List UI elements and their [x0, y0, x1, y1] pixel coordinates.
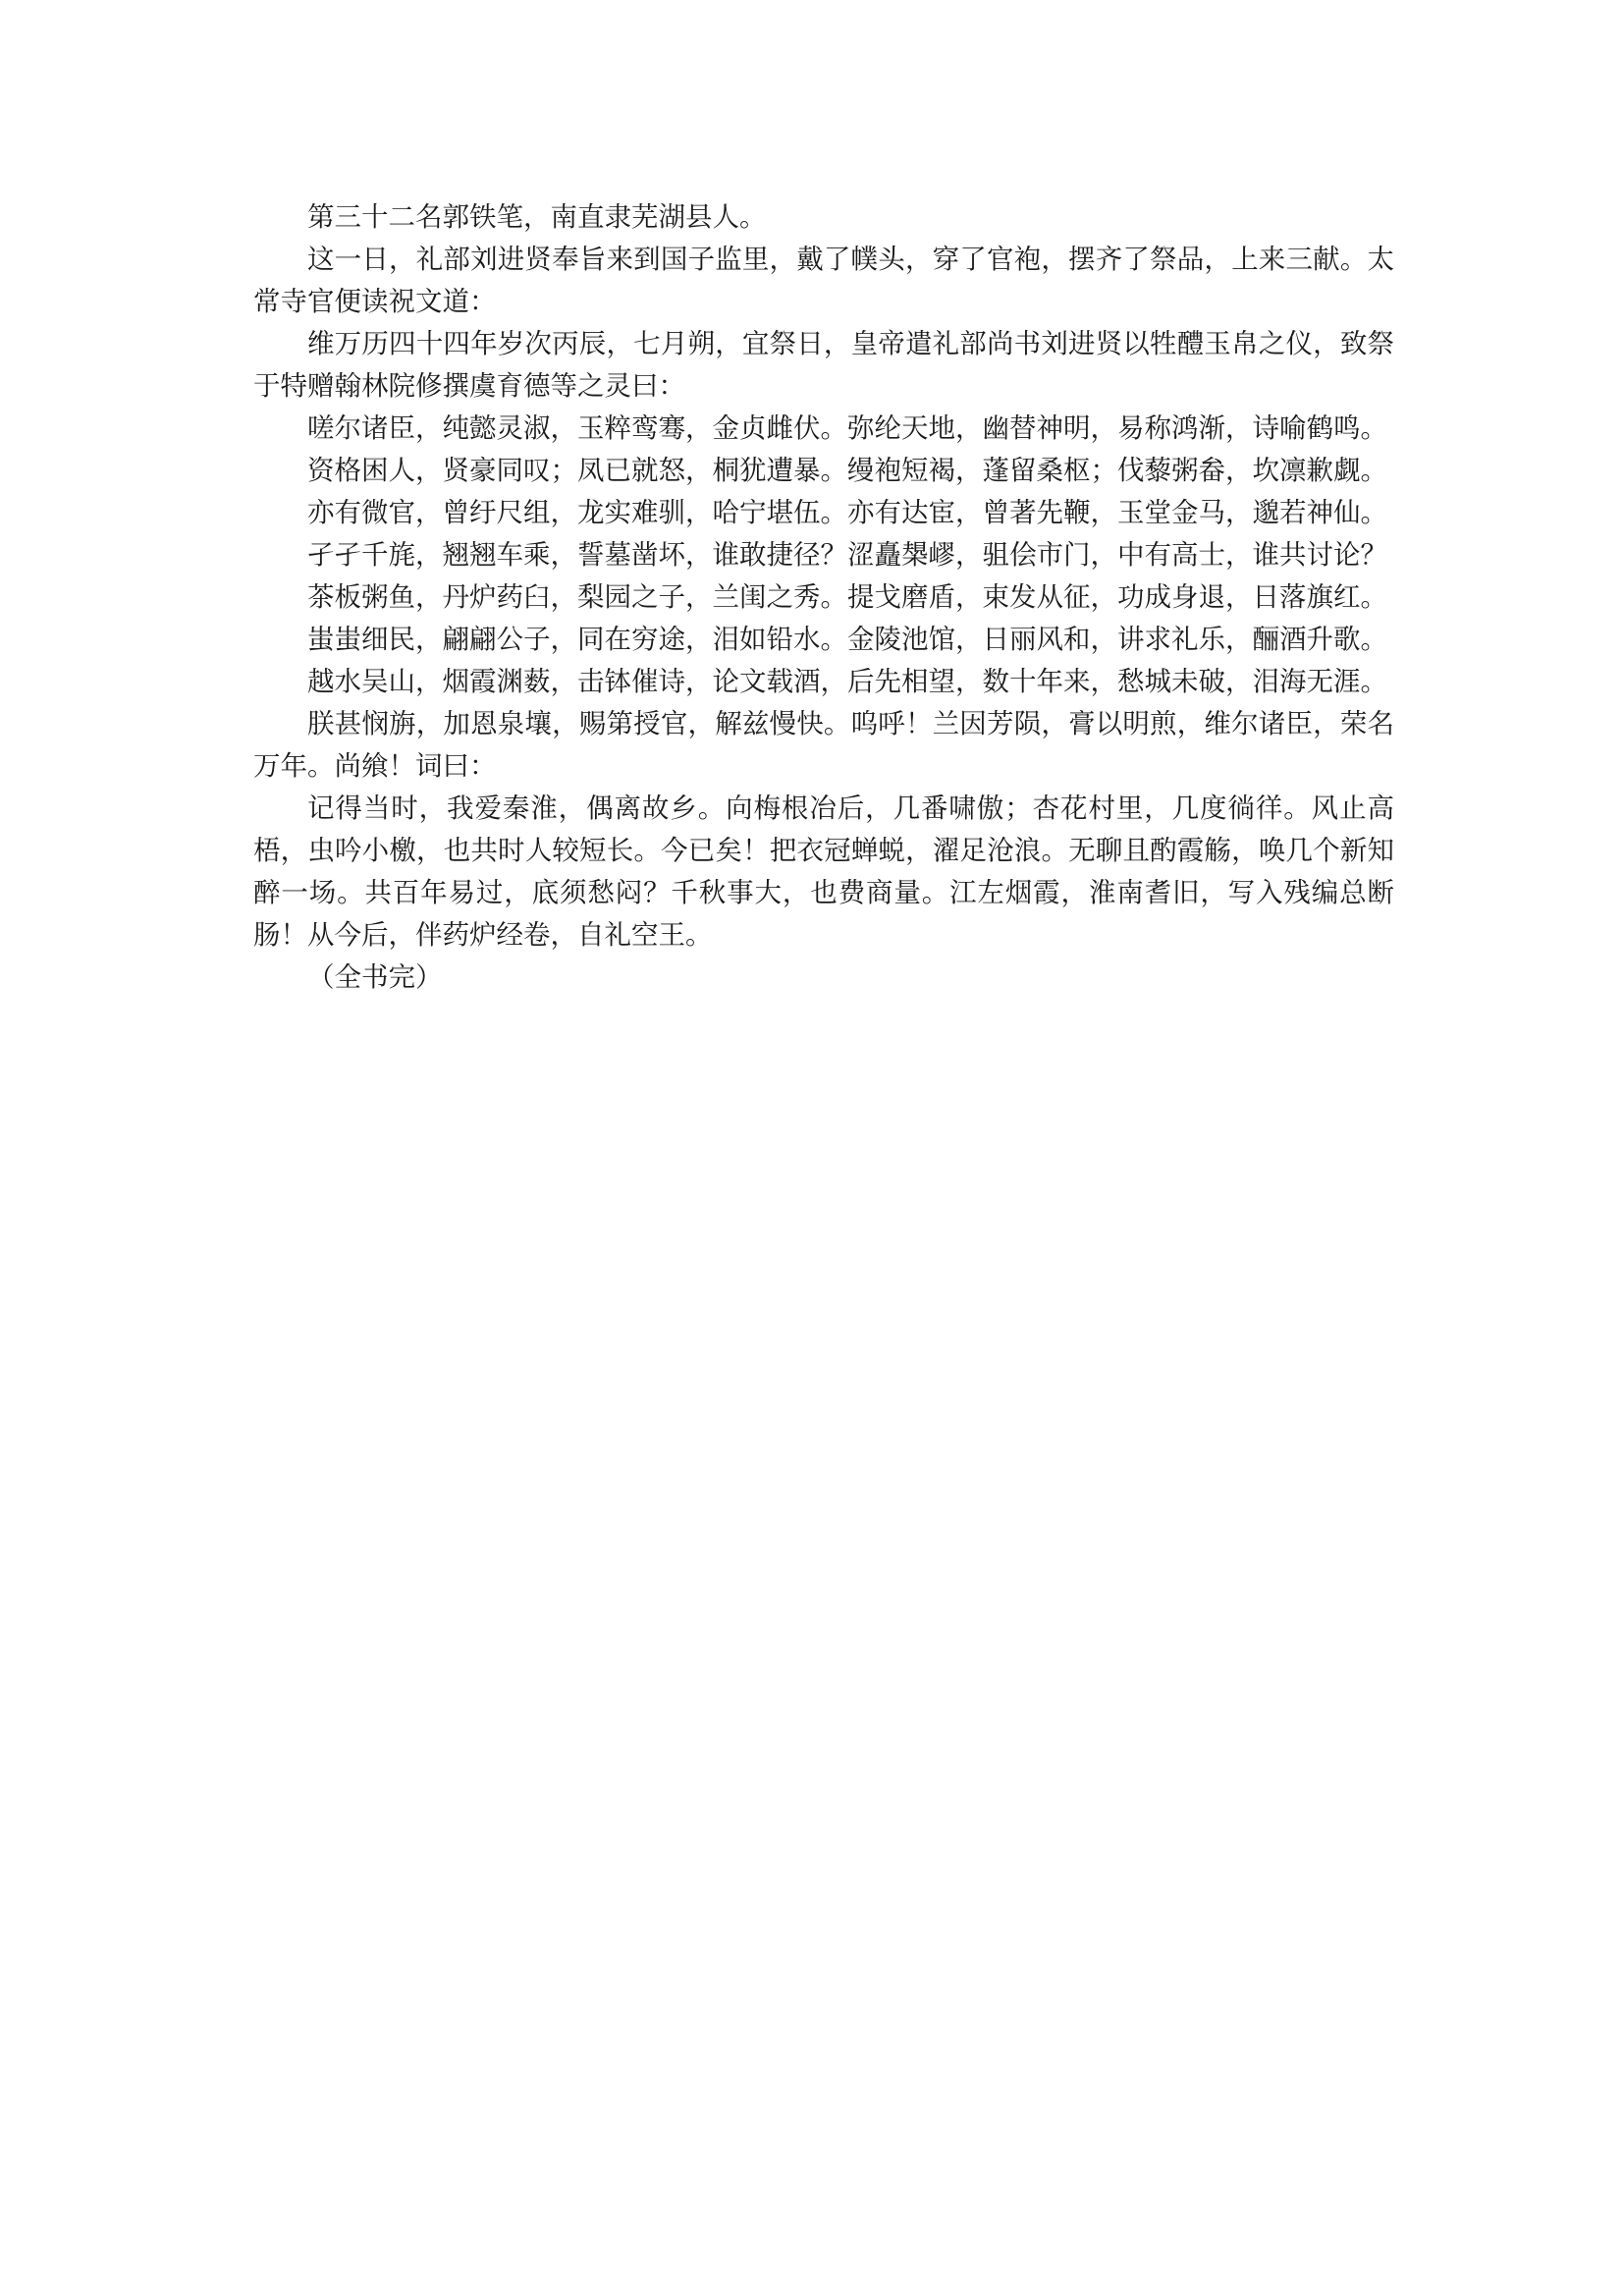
paragraph: 亦有微官，曾纡尺组，龙实难驯，哈宁堪伍。亦有达宦，曾著先鞭，玉堂金马，邈若神仙。	[307, 497, 1387, 528]
paragraph: 蚩蚩细民，翩翩公子，同在穷途，泪如铅水。金陵池馆，日丽风和，讲求礼乐，酾酒升歌。	[307, 624, 1387, 655]
end-note: （全书完）	[307, 961, 443, 993]
paragraph: 记得当时，我爱秦淮，偶离故乡。向梅根冶后，几番啸傲；杏花村里，几度徜徉。风止高梧，虫吟小檄，也共时人较短长。今已矣！把衣冠蝉蜕，濯足沧浪。无聊且酌霞觞，唤几个新知醉一场。共百年易过，底须愁闷？千秋事大，也费商量。江左烟霞，淮南耆旧，写入残编总断肠！从今后，伴药炉经卷，自礼空王。	[253, 793, 1394, 951]
paragraph: 茶板粥鱼，丹炉药臼，梨园之子，兰闺之秀。提戈磨盾，束发从征，功成身退，日落旗红。	[307, 581, 1387, 613]
paragraph: 嗟尔诸臣，纯懿灵淑，玉粹鸾骞，金贞雌伏。弥纶天地，幽替神明，易称鸿渐，诗喻鹤鸣。	[307, 412, 1387, 444]
paragraph: 维万历四十四年岁次丙辰，七月朔，宜祭日，皇帝遣礼部尚书刘进贤以牲醴玉帛之仪，致祭于特赠翰林院修撰虞育德等之灵曰：	[253, 328, 1394, 402]
paragraph: 第三十二名郭铁笔，南直隶芜湖县人。	[307, 201, 767, 233]
paragraph: 孑孑千旄，翘翘车乘，誓墓凿坏，谁敢捷径？涩矗槼嵺，驵侩市门，中有高士，谁共讨论？	[307, 539, 1387, 571]
document-body	[253, 196, 1394, 999]
paragraph: 朕甚悯旃，加恩泉壤，赐第授官，解兹慢快。呜呼！兰因芳陨，膏以明煎，维尔诸臣，荣名万年。尚飨！词曰：	[253, 708, 1394, 782]
paragraph: 这一日，礼部刘进贤奉旨来到国子监里，戴了幞头，穿了官袍，摆齐了祭品，上来三献。太常寺官便读祝文道：	[253, 244, 1394, 317]
paragraph: 资格困人，贤豪同叹；凤已就怒，桐犹遭暴。缦袍短褐，蓬留桑枢；伐藜粥畚，坎凛歉觑。	[307, 455, 1387, 486]
paragraph: 越水吴山，烟霞渊薮，击钵催诗，论文载酒，后先相望，数十年来，愁城未破，泪海无涯。	[307, 666, 1387, 697]
